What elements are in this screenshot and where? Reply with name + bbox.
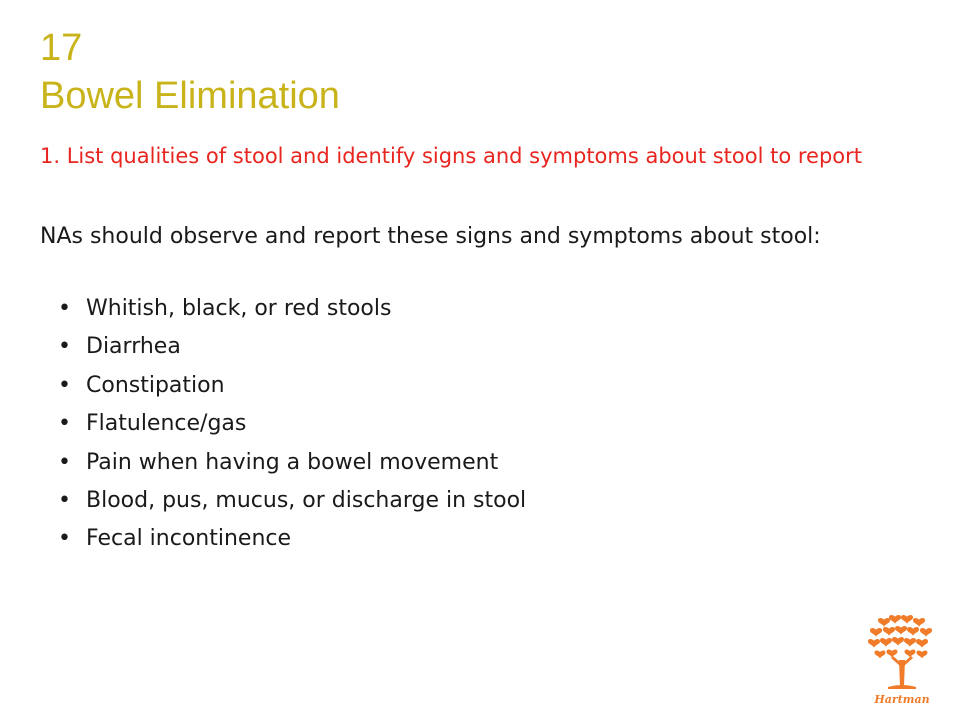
list-item [58,290,526,328]
heart-tree-icon [864,610,940,710]
chapter-title: Bowel Elimination [40,75,340,117]
list-item [58,367,526,405]
bullet-icon: • [58,372,71,398]
list-item-text: Whitish, black, or red stools [86,296,392,321]
bullet-icon: • [58,296,71,321]
bullet-icon: • [58,334,71,360]
symptom-list [58,290,526,559]
list-item-text: Fecal incontinence [86,526,292,552]
list-item-text: Constipation [86,372,225,398]
list-item [58,328,526,366]
list-item [58,405,526,443]
bullet-icon: • [58,488,71,514]
intro-text: NAs should observe and report these signs and symptoms about stool: [40,224,821,249]
list-item-text: Flatulence/gas [86,411,247,437]
list-item-text: Blood, pus, mucus, or discharge in stool [86,488,527,514]
chapter-number: 17 [40,27,83,69]
bullet-icon: • [58,411,71,437]
learning-objective: 1. List qualities of stool and identify signs and symptoms about stool to report [40,144,863,168]
list-item [58,482,526,520]
list-item [58,444,526,482]
bullet-icon: • [58,449,71,475]
hartman-logo [864,610,940,710]
bullet-icon: • [58,526,71,552]
list-item-text: Pain when having a bowel movement [86,449,499,475]
list-item-text: Diarrhea [86,334,181,360]
list-item [58,520,526,558]
logo-text: Hartman [874,693,930,706]
